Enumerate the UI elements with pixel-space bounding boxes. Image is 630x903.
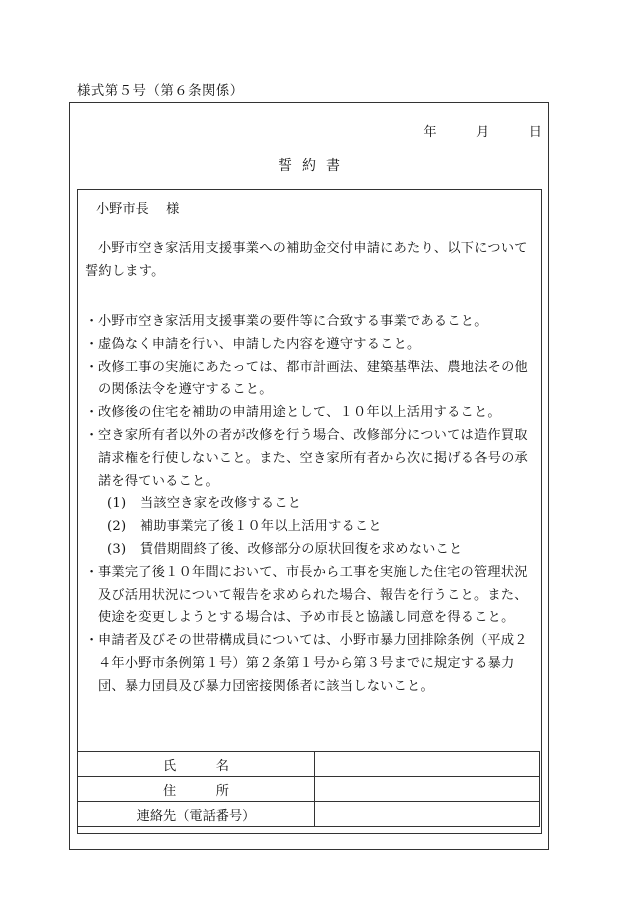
pledge-item	[85, 425, 537, 562]
pledge-list	[85, 311, 537, 699]
bullet-mark: ・	[85, 336, 99, 352]
intro-paragraph: 小野市空き家活用支援事業への補助金交付申請にあたり、以下について誓約します。	[85, 241, 528, 279]
sub-item-number: (3)	[107, 541, 127, 557]
phone-field[interactable]	[315, 802, 540, 827]
pledge-text: 空き家所有者以外の者が改修を行う場合、改修部分については造作買取請求権を行使しないこと。また、空き家所有者から次に掲げる各号の承諾を得ていること。	[98, 427, 528, 489]
sub-item	[98, 539, 537, 562]
sub-item	[98, 516, 537, 539]
address-field[interactable]	[315, 777, 540, 802]
pledge-text: 申請者及びその世帯構成員については、小野市暴力団排除条例（平成２４年小野市条例第１号）第２条第１号から第３号までに規定する暴力団、暴力団員及び暴力団密接関係者に該当しないこと。	[98, 633, 528, 694]
address-label: 住 所	[78, 777, 315, 802]
pledge-item	[85, 334, 537, 357]
phone-label: 連絡先（電話番号）	[78, 802, 315, 827]
sub-item-text: 賃借期間終了後、改修部分の原状回復を求めないこと	[140, 541, 463, 557]
pledge-item	[85, 357, 537, 403]
bullet-mark: ・	[85, 405, 99, 421]
bullet-mark: ・	[85, 633, 99, 649]
pledge-text: 小野市空き家活用支援事業の要件等に合致する事業であること。	[98, 314, 488, 329]
pledge-text: 事業完了後１０年間において、市長から工事を実施した住宅の管理状況及び活用状況について報告を求められた場合、報告を行うこと。また、使途を変更しようとする場合は、予め市長と協議し同意を得ること。	[98, 564, 528, 626]
pledge-body	[77, 189, 542, 834]
signature-row-address	[78, 777, 540, 802]
document-title: 誓約書	[278, 158, 350, 174]
pledge-text: 改修工事の実施にあたっては、都市計画法、建築基準法、農地法その他の関係法令を遵守すること。	[98, 359, 528, 398]
form-number: 様式第５号（第６条関係）	[77, 84, 244, 99]
date-line: 年 月 日	[423, 125, 542, 140]
pledge-item	[85, 311, 537, 334]
pledge-form	[69, 102, 549, 850]
name-label: 氏 名	[78, 752, 315, 777]
pledge-item	[85, 562, 537, 630]
sub-item-number: (2)	[107, 519, 127, 535]
bullet-mark: ・	[85, 427, 99, 443]
pledge-text: 虚偽なく申請を行い、申請した内容を遵守すること。	[98, 336, 421, 352]
pledge-item	[85, 630, 537, 698]
signature-row-name	[78, 752, 540, 777]
sub-item-text: 補助事業完了後１０年以上活用すること	[140, 519, 382, 535]
bullet-mark: ・	[85, 564, 99, 580]
sub-item	[98, 493, 537, 516]
pledge-text: 改修後の住宅を補助の申請用途として、１０年以上活用すること。	[98, 405, 501, 421]
bullet-mark: ・	[85, 359, 99, 375]
sub-item-text: 当該空き家を改修すること	[140, 496, 302, 512]
bullet-mark: ・	[85, 314, 99, 329]
consent-sub-list	[98, 493, 537, 561]
pledge-item	[85, 402, 537, 425]
name-field[interactable]	[315, 752, 540, 777]
addressee: 小野市長 様	[96, 202, 180, 217]
signature-row-phone	[78, 802, 540, 827]
sub-item-number: (1)	[107, 496, 127, 512]
signature-table	[77, 751, 540, 827]
